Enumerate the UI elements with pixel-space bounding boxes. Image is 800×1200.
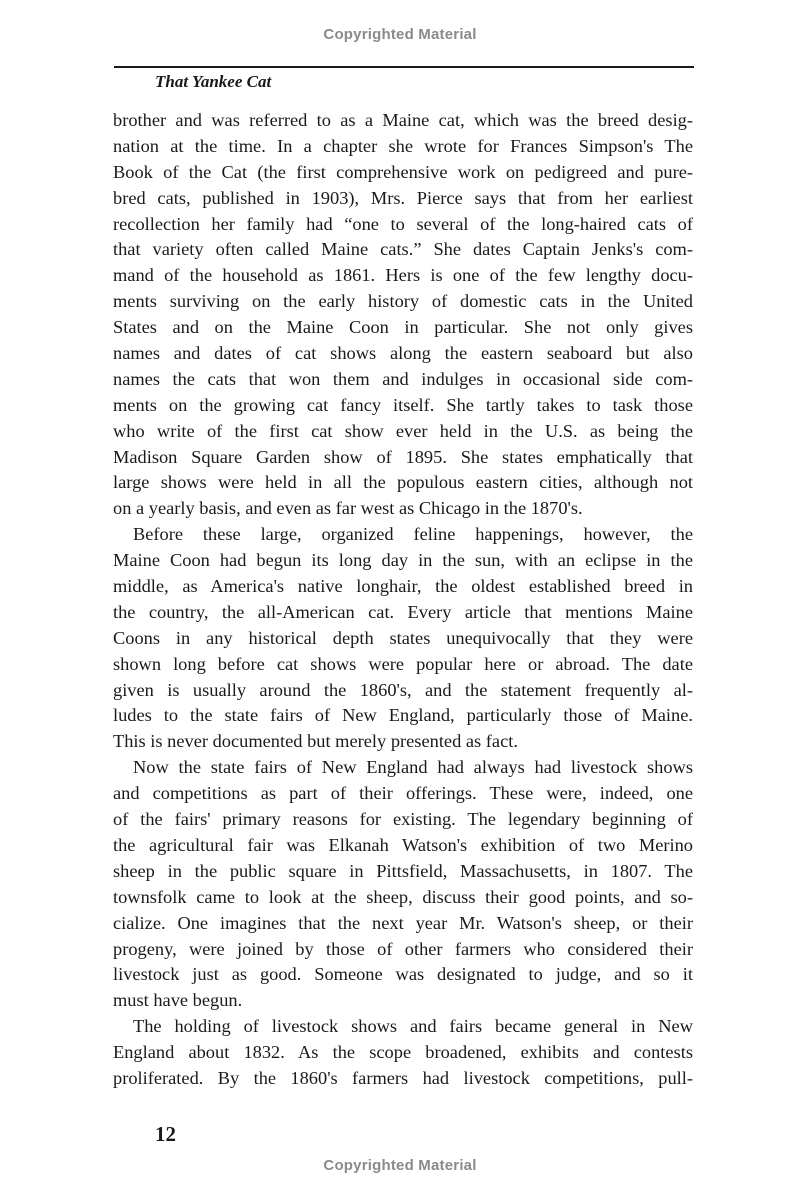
text-line: bred cats, published in 1903), Mrs. Pierce says that from her earliest bbox=[113, 187, 693, 208]
text-line: must have begun. bbox=[113, 990, 243, 1011]
text-line: Coons in any historical depth states unequivocally that they were bbox=[113, 627, 693, 648]
text-line: ments on the growing cat fancy itself. She tartly takes to task those bbox=[113, 394, 693, 415]
text-line: Before these large, organized feline happenings, however, the bbox=[133, 524, 693, 545]
text-line: shown long before cat shows were popular here or abroad. The date bbox=[113, 653, 693, 674]
copyright-watermark-top: Copyrighted Material bbox=[323, 26, 477, 43]
text-line: sheep in the public square in Pittsfield, Massachusetts, in 1807. The bbox=[113, 860, 693, 881]
text-line: progeny, were joined by those of other farmers who considered their bbox=[113, 938, 693, 959]
text-line: proliferated. By the 1860's farmers had livestock competitions, pull- bbox=[113, 1067, 693, 1088]
text-line: Madison Square Garden show of 1895. She states emphatically that bbox=[113, 446, 693, 467]
text-line: brother and was referred to as a Maine cat, which was the breed desig- bbox=[113, 110, 693, 130]
text-line: middle, as America's native longhair, the oldest established breed in bbox=[113, 576, 693, 597]
text-line: Maine Coon had begun its long day in the sun, with an eclipse in the bbox=[113, 550, 693, 571]
text-line: nation at the time. In a chapter she wrote for Frances Simpson's The bbox=[113, 135, 693, 156]
text-line: States and on the Maine Coon in particular. She not only gives bbox=[113, 317, 693, 338]
text-line: names and dates of cat shows along the eastern seaboard but also bbox=[113, 343, 693, 364]
text-line: who write of the first cat show ever held in the U.S. as being the bbox=[113, 420, 693, 441]
text-line: Now the state fairs of New England had always had livestock shows bbox=[133, 757, 693, 778]
text-line: and competitions as part of their offerings. These were, indeed, one bbox=[113, 783, 693, 804]
text-line: Book of the Cat (the first comprehensive work on pedigreed and pure- bbox=[113, 161, 693, 182]
body-text bbox=[113, 108, 693, 1092]
page-number: 12 bbox=[155, 1122, 176, 1146]
running-head: That Yankee Cat bbox=[155, 72, 272, 91]
text-line: townsfolk came to look at the sheep, discuss their good points, and so- bbox=[113, 886, 693, 907]
copyright-watermark-bottom: Copyrighted Material bbox=[323, 1157, 477, 1174]
text-line: livestock just as good. Someone was designated to judge, and so it bbox=[113, 964, 693, 985]
text-line: the agricultural fair was Elkanah Watson's exhibition of two Merino bbox=[113, 834, 693, 855]
text-line: The holding of livestock shows and fairs became general in New bbox=[133, 1016, 693, 1037]
text-line: ludes to the state fairs of New England, particularly those of Maine. bbox=[113, 705, 693, 726]
text-line: names the cats that won them and indulges in occasional side com- bbox=[113, 368, 693, 389]
text-line: England about 1832. As the scope broadened, exhibits and contests bbox=[113, 1042, 693, 1063]
text-line: given is usually around the 1860's, and the statement frequently al- bbox=[113, 679, 693, 700]
text-line: of the fairs' primary reasons for existing. The legendary beginning of bbox=[113, 809, 693, 830]
text-line: ments surviving on the early history of domestic cats in the United bbox=[113, 291, 693, 312]
text-line: recollection her family had “one to several of the long-haired cats of bbox=[113, 213, 693, 234]
text-line: This is never documented but merely presented as fact. bbox=[113, 731, 518, 752]
text-line: large shows were held in all the populous eastern cities, although not bbox=[113, 472, 693, 493]
text-line: that variety often called Maine cats.” She dates Captain Jenks's com- bbox=[113, 239, 693, 260]
header-rule bbox=[114, 66, 694, 68]
text-line: cialize. One imagines that the next year Mr. Watson's sheep, or their bbox=[113, 912, 693, 933]
text-line: the country, the all-American cat. Every article that mentions Maine bbox=[113, 601, 693, 622]
text-line: mand of the household as 1861. Hers is one of the few lengthy docu- bbox=[113, 265, 693, 286]
text-line: on a yearly basis, and even as far west as Chicago in the 1870's. bbox=[113, 498, 583, 519]
